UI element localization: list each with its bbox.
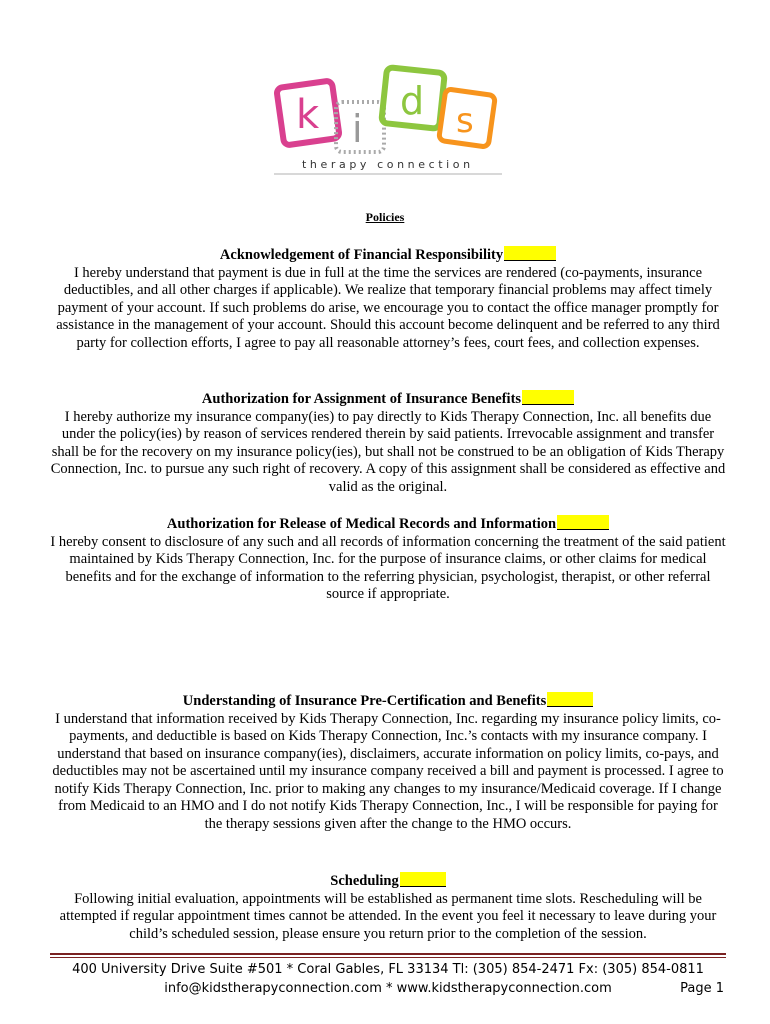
section-heading: Authorization for Release of Medical Records and Information — [50, 515, 726, 534]
footer-divider — [50, 953, 726, 958]
logo-letter-i — [336, 102, 384, 152]
svg-text:i: i — [352, 107, 363, 151]
page-number: Page 1 — [680, 981, 724, 996]
section-release-of-records — [50, 515, 726, 604]
initials-field[interactable] — [400, 872, 446, 887]
footer-contact: info@kidstherapyconnection.com * www.kidstherapyconnection.com — [164, 981, 612, 996]
kids-therapy-connection-logo — [266, 60, 506, 180]
section-financial-responsibility — [50, 246, 726, 352]
section-body: I hereby authorize my insurance company(ies) to pay directly to Kids Therapy Connection, Inc. all benefits due under the policy(ies) by reason of services rendered therein by said patients. Irrevocable assignment and transfer shall be for the recovery on my insurance policy(ies), but shall not be construed to be an obligation of Kids Therapy Connection, Inc. to pursue any such right of recovery. A copy of this assignment shall be considered as effective and valid as the original. — [50, 408, 726, 495]
svg-text:s: s — [456, 101, 474, 141]
policies-heading: Policies — [365, 210, 405, 224]
section-pre-certification — [50, 692, 726, 833]
logo-letter-d — [381, 67, 445, 129]
section-scheduling — [50, 872, 726, 943]
section-assignment-of-benefits — [50, 390, 726, 496]
section-heading: Acknowledgement of Financial Responsibility — [50, 246, 726, 265]
section-heading: Authorization for Assignment of Insurance Benefits — [50, 390, 726, 409]
initials-field[interactable] — [504, 246, 556, 261]
svg-text:k: k — [296, 92, 320, 138]
section-body: I hereby consent to disclosure of any such and all records of information concerning the treatment of the said patient maintained by Kids Therapy Connection, Inc. for the purpose of insurance claims, or other claims for medical benefits and for the exchange of information to the referring physician, psychologist, therapist, or other referral source if appropriate. — [50, 533, 726, 602]
section-body: Following initial evaluation, appointments will be established as permanent time slots. Rescheduling will be attempted if regular appointment times cannot be attended. In the event you feel it necessary to leave during your child’s scheduled session, please ensure you return prior to the completion of the session. — [59, 890, 717, 942]
initials-field[interactable] — [547, 692, 593, 707]
initials-field[interactable] — [557, 515, 609, 530]
section-body: I hereby understand that payment is due in full at the time the services are rendered (co-payments, insurance deductibles, and all other charges if applicable). We realize that temporary financial problems may affect timely payment of your account. If such problems do arise, we encourage you to contact the office manager promptly for assistance in the management of your account. Should this account become delinquent and be referred to any third party for collection efforts, I agree to pay all reasonable attorney’s fees, court fees, and collection expenses. — [56, 264, 720, 351]
section-heading: Scheduling — [50, 872, 726, 891]
footer-address: 400 University Drive Suite #501 * Coral Gables, FL 33134 Tl: (305) 854-2471 Fx: (305) 854-0811 — [72, 962, 704, 977]
initials-field[interactable] — [522, 390, 574, 405]
svg-text:d: d — [400, 79, 425, 123]
section-heading: Understanding of Insurance Pre-Certification and Benefits — [50, 692, 726, 711]
logo-letter-s — [439, 89, 496, 147]
logo-tagline: therapy connection — [302, 158, 474, 171]
logo-letter-k — [276, 80, 340, 145]
section-body: I understand that information received by Kids Therapy Connection, Inc. regarding my insurance policy limits, co-payments, and deductible is based on Kids Therapy Connection, Inc.’s contacts with my insurance company. I understand that based on insurance company(ies), disclaimers, accurate information on policy limits, co-pays, and deductibles may not be ascertained until my insurance company received a bill and payment is processed. I agree to notify Kids Therapy Connection, Inc. prior to making any changes to my insurance/Medicaid coverage. If I change from Medicaid to an HMO and I do not notify Kids Therapy Connection, Inc., I will be responsible for paying for the therapy sessions given after the change to the HMO occurs. — [52, 710, 724, 832]
